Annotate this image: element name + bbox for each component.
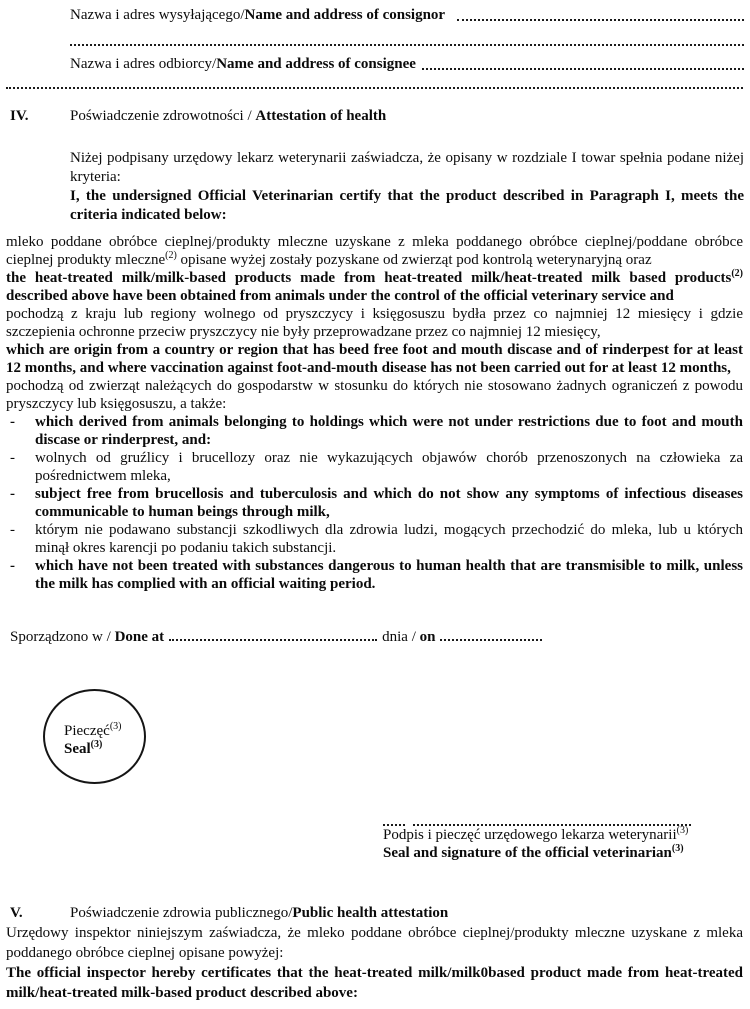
bullet-dash: - xyxy=(10,522,15,538)
para1-footnote-ref: (2) xyxy=(165,250,177,261)
consignee-label-pl: Nazwa i adres odbiorcy/ xyxy=(70,56,217,72)
consignor-label-en: Name and address of consignor xyxy=(244,7,446,23)
section5-body xyxy=(6,923,743,1003)
date-label-en: on xyxy=(419,629,436,645)
section4-para4: which are origin from a country or region that has beed free foot and mouth discase and of rinderpest for at least 12 months, and where vaccination against foot-and-mouth disease has not been carried out for at least 12 months, xyxy=(6,342,743,376)
para1-text-a: mleko poddane obróbce cieplnej/produkty mleczne uzyskane z mleka poddanego obróbce cieplnej/poddane obróbce cieplnej produkty mleczne xyxy=(6,234,743,268)
bullet-dash: - xyxy=(10,414,15,430)
section5-title-en: Public health attestation xyxy=(292,905,449,921)
done-at-label-en: Done at xyxy=(114,629,165,645)
signature-block xyxy=(383,814,713,862)
consignee-label-en: Name and address of consignee xyxy=(216,56,416,72)
section4-title-pl: Poświadczenie zdrowotności / xyxy=(70,108,256,124)
signature-caption-en xyxy=(383,844,713,862)
signature-caption-en-text: Seal and signature of the official veterinarian xyxy=(383,845,672,861)
section5-number: V. xyxy=(10,905,23,921)
done-at-row xyxy=(10,628,547,646)
section4-bullet-list xyxy=(6,413,743,593)
bullet-text: którym nie podawano substancji szkodliwych dla zdrowia ludzi, mogących przechodzić do mleka, lub u których minął okres karencji po podaniu takich substancji. xyxy=(35,522,743,556)
signature-caption-pl xyxy=(383,826,713,844)
consignor-consignee-block xyxy=(70,6,744,73)
para2-text-a: the heat-treated milk/milk-based products made from heat-treated milk/heat-treated milk based products xyxy=(6,270,732,286)
done-at-label-pl: Sporządzono w / xyxy=(10,629,115,645)
date-field-line xyxy=(440,636,542,641)
bullet-dash: - xyxy=(10,486,15,502)
seal-label-pl xyxy=(64,722,121,740)
section4-body xyxy=(6,233,743,593)
bullet-item xyxy=(6,557,743,593)
signature-caption-pl-text: Podpis i pieczęć urzędowego lekarza weterynarii xyxy=(383,827,677,843)
consignor-field-line-2 xyxy=(70,43,744,46)
para2-text-b: described above have been obtained from animals under the control of the official veterinary service and xyxy=(6,288,674,304)
section5-heading xyxy=(10,904,448,922)
consignor-label-pl: Nazwa i adres wysyłającego/ xyxy=(70,7,245,23)
consignee-field-line xyxy=(422,67,744,70)
signature-footnote-ref: (3) xyxy=(671,843,684,854)
section4-para1 xyxy=(6,233,743,269)
seal-circle-icon xyxy=(43,689,146,784)
seal-footnote-ref: (3) xyxy=(90,739,103,750)
done-at-field-line xyxy=(169,636,377,641)
bullet-dash: - xyxy=(10,450,15,466)
seal-footnote-ref: (3) xyxy=(109,721,122,732)
bullet-text: which have not been treated with substances dangerous to human health that are transmisible to milk, unless the milk has complied with an official waiting period. xyxy=(35,558,743,592)
seal-labels xyxy=(64,722,121,758)
section4-intro-pl: Niżej podpisany urzędowy lekarz weterynarii zaświadcza, że opisany w rozdziale I towar spełnia podane niżej kryteria: xyxy=(70,150,744,185)
section4-intro-en: I, the undersigned Official Veterinarian certify that the product described in Paragraph I, meets the criteria indicated below: xyxy=(70,188,744,223)
bullet-item xyxy=(6,413,743,449)
section4-title-en: Attestation of health xyxy=(255,108,387,124)
signature-line xyxy=(383,814,713,826)
section5-body-en: The official inspector hereby certificates that the heat-treated milk/milk0based product made from heat-treated milk/heat-treated milk-based product described above: xyxy=(6,965,743,1001)
date-label-pl: dnia / xyxy=(382,629,420,645)
para2-footnote-ref: (2) xyxy=(731,268,743,279)
signature-footnote-ref: (3) xyxy=(676,825,689,836)
bullet-text: subject free from brucellosis and tuberculosis and which do not show any symptoms of infectious diseases communicable to human beings through milk, xyxy=(35,486,743,520)
consignee-field-line-2 xyxy=(6,86,743,89)
seal-label-pl-text: Pieczęć xyxy=(64,723,110,739)
section4-para3: pochodzą z kraju lub regiony wolnego od pryszczycy i księgosuszu bydła przez co najmniej 12 miesięcy i gdzie szczepienia ochronne przeciw pryszczycy nie były przeprowadzane przez co najmniej 12 miesięcy, xyxy=(6,306,743,340)
section5-title-pl: Poświadczenie zdrowia publicznego/ xyxy=(70,905,293,921)
bullet-item xyxy=(6,485,743,521)
bullet-text: which derived from animals belonging to holdings which were not under restrictions due to foot and mouth discase or rinderprest, and: xyxy=(35,414,743,448)
section4-intro xyxy=(70,149,744,225)
bullet-dash: - xyxy=(10,558,15,574)
seal-label-en xyxy=(64,740,121,758)
consignee-row xyxy=(70,55,744,73)
bullet-item xyxy=(6,449,743,485)
section4-number: IV. xyxy=(10,108,29,124)
section4-para2 xyxy=(6,269,743,305)
section4-para5: pochodzą od zwierząt należących do gospodarstw w stosunku do których nie stosowano żadnych ograniczeń z powodu pryszczycy lub księgosuszu, a także: xyxy=(6,378,743,412)
bullet-text: wolnych od gruźlicy i brucellozy oraz nie wykazujących objawów chorób przenoszonych na człowieka za pośrednictwem mleka, xyxy=(35,450,743,484)
consignor-row xyxy=(70,6,744,24)
section4-heading xyxy=(10,107,386,125)
seal-label-en-text: Seal xyxy=(64,741,91,757)
bullet-item xyxy=(6,521,743,557)
para1-text-b: opisane wyżej zostały pozyskane od zwierząt pod kontrolą weterynaryjną oraz xyxy=(176,252,652,268)
section5-body-pl: Urzędowy inspektor niniejszym zaświadcza, że mleko poddane obróbce cieplnej/produkty mleczne uzyskane z mleka poddanego obróbce cieplnej opisane powyżej: xyxy=(6,925,743,961)
consignor-field-line xyxy=(457,18,744,21)
